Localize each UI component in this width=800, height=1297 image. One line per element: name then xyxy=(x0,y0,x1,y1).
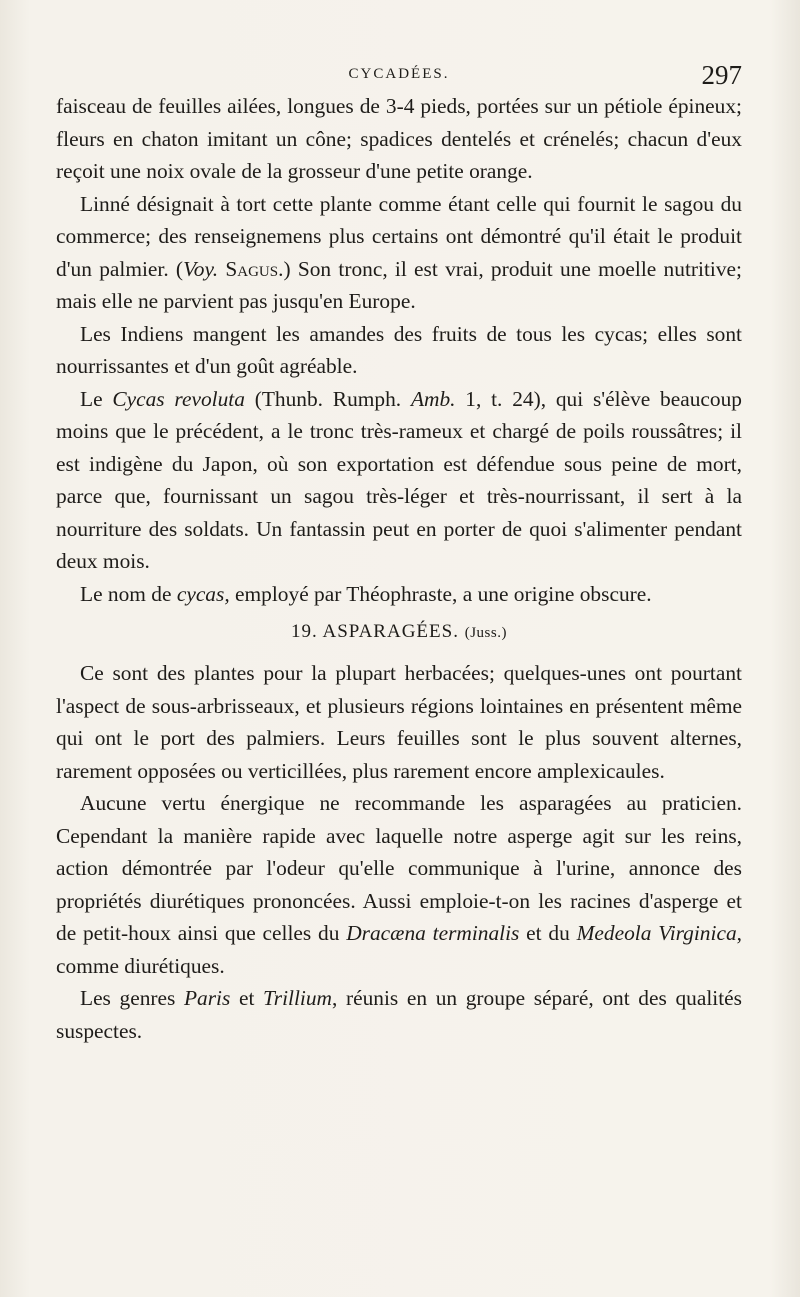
paragraph-genres xyxy=(56,982,742,1047)
paragraph-text: Aucune vertu énergique ne recommande les asparagées au praticien. Cependant la manière rapide avec laquelle notre asperge agit sur les reins, action démontrée par l'odeur qu'elle communique à l'urine, annonce des propriétés diurétiques prononcées. Aussi emploie-t-on les racines d'asperge et de petit-houx ainsi que celles du xyxy=(56,791,742,945)
paragraph-text: (Thunb. Rumph. xyxy=(244,386,411,411)
paragraph-text: Le nom de xyxy=(80,581,177,606)
paragraph-vertus xyxy=(56,787,742,982)
paragraph-nom-cycas xyxy=(56,578,742,611)
paragraph-text: , réunis en un groupe séparé, ont des qualités suspectes. xyxy=(56,986,742,1043)
cross-reference-sagus: Sagus. xyxy=(225,256,284,281)
genus-name: Trillium xyxy=(263,986,332,1010)
section-title: ASPARAGÉES. xyxy=(322,621,459,642)
paragraph-text: et du xyxy=(519,921,577,945)
paragraph-text: Ce sont des plantes pour la plupart herbacées; quelques-unes ont pourtant l'aspect de sous-arbrisseaux, et plusieurs régions lointaines en présentent même qui ont le port des palmiers. Leurs feuilles sont le plus souvent alternes, rarement opposées ou verticillées, plus rarement encore amplexicaules. xyxy=(56,661,742,783)
species-name: Cycas revoluta xyxy=(112,386,245,411)
running-head xyxy=(56,0,742,104)
paragraph-text: ) Son tronc, il est vrai, produit une moelle nutritive; mais elle ne parvient pas jusqu'en Europe. xyxy=(56,256,742,313)
paragraph-indiens xyxy=(56,318,742,383)
paragraph-text: Linné désignait à tort cette plante comme étant celle qui fournit le sagou du commerce; des renseignemens plus certains ont démontré qu'il était le produit d'un palmier. ( xyxy=(56,191,742,281)
paragraph-text: 1, t. 24), qui s'élève beaucoup moins que le précédent, a le tronc très-rameux et chargé de poils roussâtres; il est indigène du Japon, où son exportation est défendue sous peine de mort, parce que, fournissant un sagou très-léger et très-nourrissant, il sert à la nourriture des soldats. Un fantassin peut en porter de quoi s'alimenter pendant deux mois. xyxy=(56,386,742,573)
paragraph-linne xyxy=(56,188,742,318)
genus-name: Paris xyxy=(183,986,231,1010)
section-number: 19. xyxy=(291,621,318,642)
paragraph-text: faisceau de feuilles ailées, longues de 3-4 pieds, portées sur un pétiole épineux; fleurs en chaton imitant un cône; spadices dentelés et crénelés; chacun d'eux reçoit une noix ovale de la grosseur d'une petite orange. xyxy=(56,94,742,183)
paragraph-description xyxy=(56,657,742,787)
species-name: Medeola Virginica xyxy=(576,921,737,945)
paragraph-cycas-revoluta xyxy=(56,383,742,578)
paragraph-text: et xyxy=(230,986,264,1010)
paragraph-text: Les genres xyxy=(80,986,184,1010)
paragraph-text: Le xyxy=(80,386,113,411)
paragraph-continuation xyxy=(56,90,742,188)
page-number: 297 xyxy=(701,60,742,90)
running-title: CYCADÉES. xyxy=(348,66,450,82)
paragraph-text: Les Indiens mangent les amandes des fruits de tous les cycas; elles sont nourrissantes et d'un goût agréable. xyxy=(56,321,742,378)
genus-name: cycas, xyxy=(176,581,230,606)
species-name: Dracæna terminalis xyxy=(346,921,520,945)
section-heading xyxy=(56,616,742,649)
section-authority: (Juss.) xyxy=(464,625,507,641)
paragraph-text: , comme diurétiques. xyxy=(56,921,742,978)
cross-reference-voy: Voy. xyxy=(183,256,219,281)
citation-abbrev: Amb. xyxy=(410,386,456,411)
paragraph-text: employé par Théophraste, a une origine obscure. xyxy=(229,581,652,606)
body-text xyxy=(56,90,742,1047)
